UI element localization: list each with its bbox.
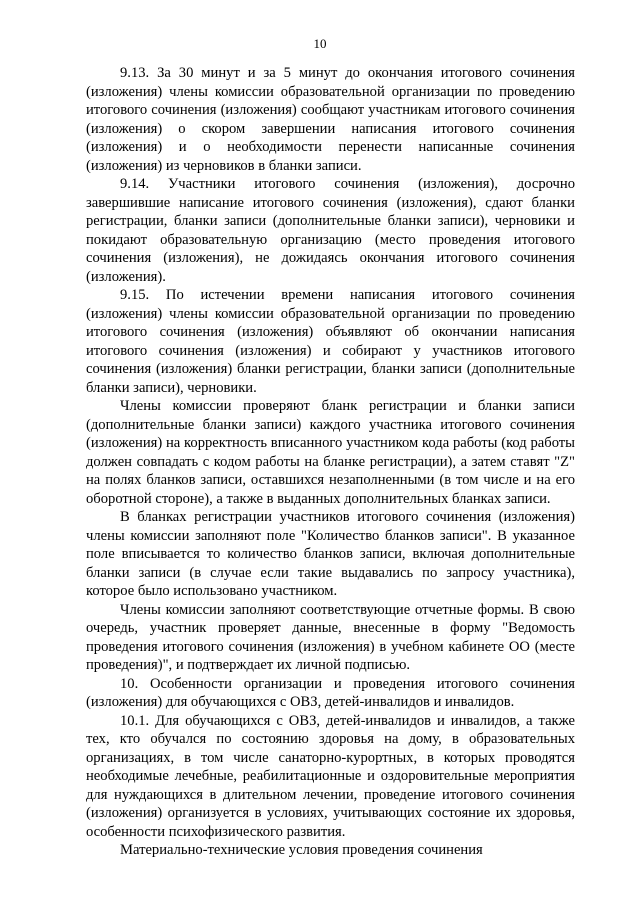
paragraph-check-forms: Члены комиссии проверяют бланк регистрации и бланки записи (дополнительные бланки записи) каждого участника итогового сочинения (изложения) на корректность вписанного участником кода работы (код работы должен совпадать с кодом работы на бланке регистрации), а затем ставят "Z" на полях бланков записи, оставшихся незаполненными (в том числе и на его оборотной стороне), а также в выданных дополнительных бланках записи. (86, 398, 575, 507)
paragraph-report-forms: Члены комиссии заполняют соответствующие отчетные формы. В свою очередь, участник проверяет данные, внесенные в форму "Ведомость проведения итогового сочинения (изложения) в учебном кабинете ОО (месте проведения)", и подтверждает их личной подписью. (86, 601, 575, 673)
paragraph-10-1: 10.1. Для обучающихся с ОВЗ, детей-инвалидов и инвалидов, а также тех, кто обучался по состоянию здоровья на дому, в образовательных организациях, в том числе санаторно-курортных, в которых проводятся необходимые лечебные, реабилитационные и оздоровительные мероприятия для нуждающихся в длительном лечении, проведение итогового сочинения (изложения) организуется в условиях, учитывающих состояние их здоровья, особенности психофизического развития. (86, 712, 575, 840)
document-body (86, 64, 575, 860)
paragraph-material-conditions: Материально-технические условия проведения сочинения (120, 842, 483, 858)
section-heading-10: 10. Особенности организации и проведения итогового сочинения (изложения) для обучающихся с ОВЗ, детей-инвалидов и инвалидов. (86, 675, 575, 710)
paragraph-9-14: 9.14. Участники итогового сочинения (изложения), досрочно завершившие написание итогового сочинения (изложения), сдают бланки регистрации, бланки записи (дополнительные бланки записи), черновики и покидают образовательную организацию (место проведения итогового сочинения (изложения), не дожидаясь окончания итогового сочинения (изложения). (86, 176, 575, 285)
paragraph-9-13: 9.13. За 30 минут и за 5 минут до окончания итогового сочинения (изложения) члены комиссии образовательной организации по проведению итогового сочинения (изложения) сообщают участникам итогового сочинения (изложения) о скором завершении написания итогового сочинения (изложения) и о необходимости перенести написанные сочинения (изложения) из черновиков в бланки записи. (86, 65, 575, 174)
paragraph-registration-forms: В бланках регистрации участников итогового сочинения (изложения) члены комиссии заполняют поле "Количество бланков записи". В указанное поле вписывается то количество бланков записи, включая дополнительные бланки записи (в случае если такие выдавались по запросу участника), которое было использовано участником. (86, 509, 575, 599)
paragraph-9-15: 9.15. По истечении времени написания итогового сочинения (изложения) члены комиссии образовательной организации по проведению итогового сочинения (изложения) объявляют об окончании написания итогового сочинения (изложения) и собирают у участников итогового сочинения (изложения) бланки регистрации, бланки записи (дополнительные бланки записи), черновики. (86, 287, 575, 396)
page-number: 10 (313, 36, 327, 51)
